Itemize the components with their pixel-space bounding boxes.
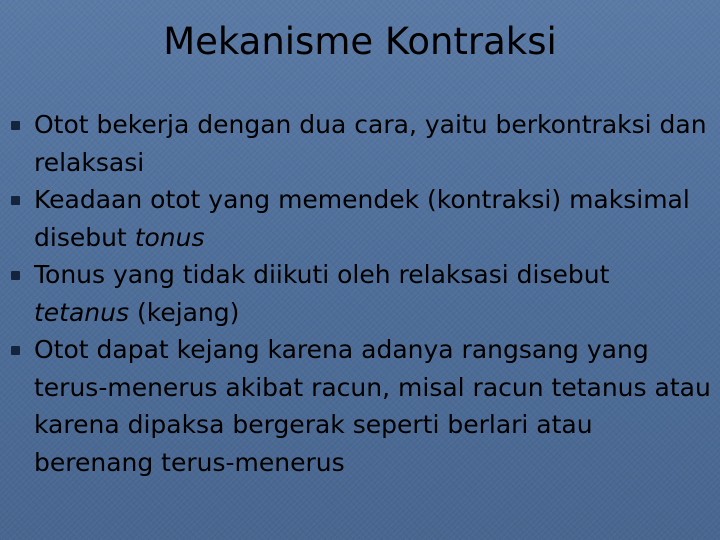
- bullet-text: [34, 185, 690, 252]
- bullet-text: [34, 260, 609, 327]
- bullet-item: [12, 331, 712, 481]
- bullet-text-italic: tonus: [134, 222, 205, 252]
- bullet-item: [12, 256, 712, 331]
- bullet-text-part: (kejang): [129, 297, 240, 327]
- bullet-text-part: Tonus yang tidak diikuti oleh relaksasi disebut: [34, 260, 610, 289]
- bullet-text-part: Otot bekerja dengan dua cara, yaitu berkontraksi dan relaksasi: [34, 110, 707, 177]
- bullet-text: [34, 335, 711, 477]
- slide-title: Mekanisme Kontraksi: [163, 20, 557, 63]
- bullet-text-part: Keadaan otot yang memendek (kontraksi) maksimal disebut: [34, 185, 690, 252]
- square-bullet-icon: [11, 346, 20, 355]
- square-bullet-icon: [11, 121, 20, 130]
- square-bullet-icon: [11, 196, 20, 205]
- bullet-text-italic: tetanus: [34, 297, 130, 327]
- bullet-item: [12, 106, 712, 181]
- square-bullet-icon: [11, 271, 20, 280]
- bullet-text: [34, 110, 707, 177]
- bullet-text-part: Otot dapat kejang karena adanya rangsang yang terus-menerus akibat racun, misal racun tetanus atau karena dipaksa bergerak seperti berlari atau berenang terus-menerus: [34, 335, 711, 477]
- bullet-list: [12, 106, 712, 481]
- bullet-item: [12, 181, 712, 256]
